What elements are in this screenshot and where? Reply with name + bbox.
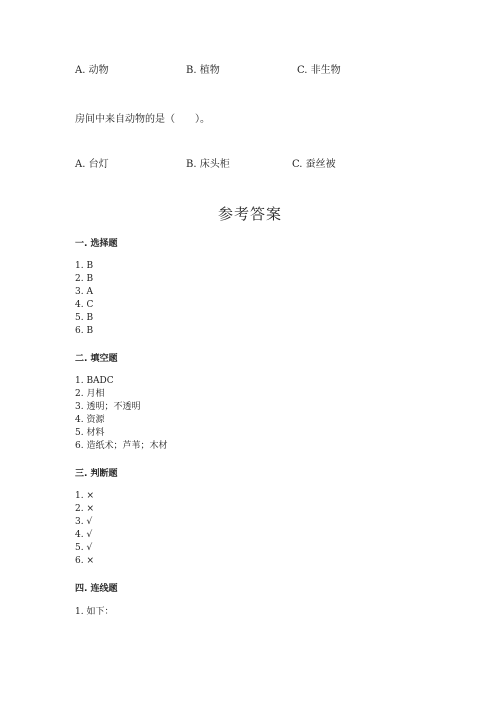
answer-key-title: 参考答案	[217, 205, 282, 223]
answer-item: 1. 如下：	[75, 607, 114, 617]
section-heading-choice: 一. 选择题	[75, 239, 118, 249]
answer-item: 3. A	[75, 287, 93, 297]
answer-item: 1. BADC	[75, 376, 114, 386]
answer-item: 2. 月相	[75, 389, 105, 399]
option-a: A. 台灯	[75, 159, 109, 170]
section-heading-fill: 二. 填空题	[75, 354, 118, 364]
option-c: C. 非生物	[297, 65, 341, 76]
answer-item: 6. 造纸术；芦苇；木材	[75, 441, 168, 451]
answer-item: 4. C	[75, 300, 94, 310]
option-c: C. 蚕丝被	[292, 159, 336, 170]
answer-item: 6. B	[75, 326, 94, 336]
option-b: B. 床头柜	[186, 159, 230, 170]
answer-item: 1. ×	[75, 491, 94, 501]
answer-item: 2. ×	[75, 504, 94, 514]
answer-item: 3. 透明；不透明	[75, 402, 141, 412]
answer-item: 5. 材料	[75, 428, 105, 438]
answer-item: 5. B	[75, 313, 94, 323]
option-b: B. 植物	[186, 65, 220, 76]
question-stem: 房间中来自动物的是（ ）。	[75, 114, 210, 125]
answer-item: 3. √	[75, 517, 93, 527]
option-a: A. 动物	[75, 65, 109, 76]
answer-item: 2. B	[75, 274, 94, 284]
answer-item: 6. ×	[75, 556, 94, 566]
answer-item: 4. √	[75, 530, 93, 540]
section-heading-judge: 三. 判断题	[75, 469, 118, 479]
answer-item: 1. B	[75, 261, 94, 271]
answer-item: 4. 资源	[75, 415, 105, 425]
answer-item: 5. √	[75, 543, 93, 553]
section-heading-match: 四. 连线题	[75, 584, 118, 594]
